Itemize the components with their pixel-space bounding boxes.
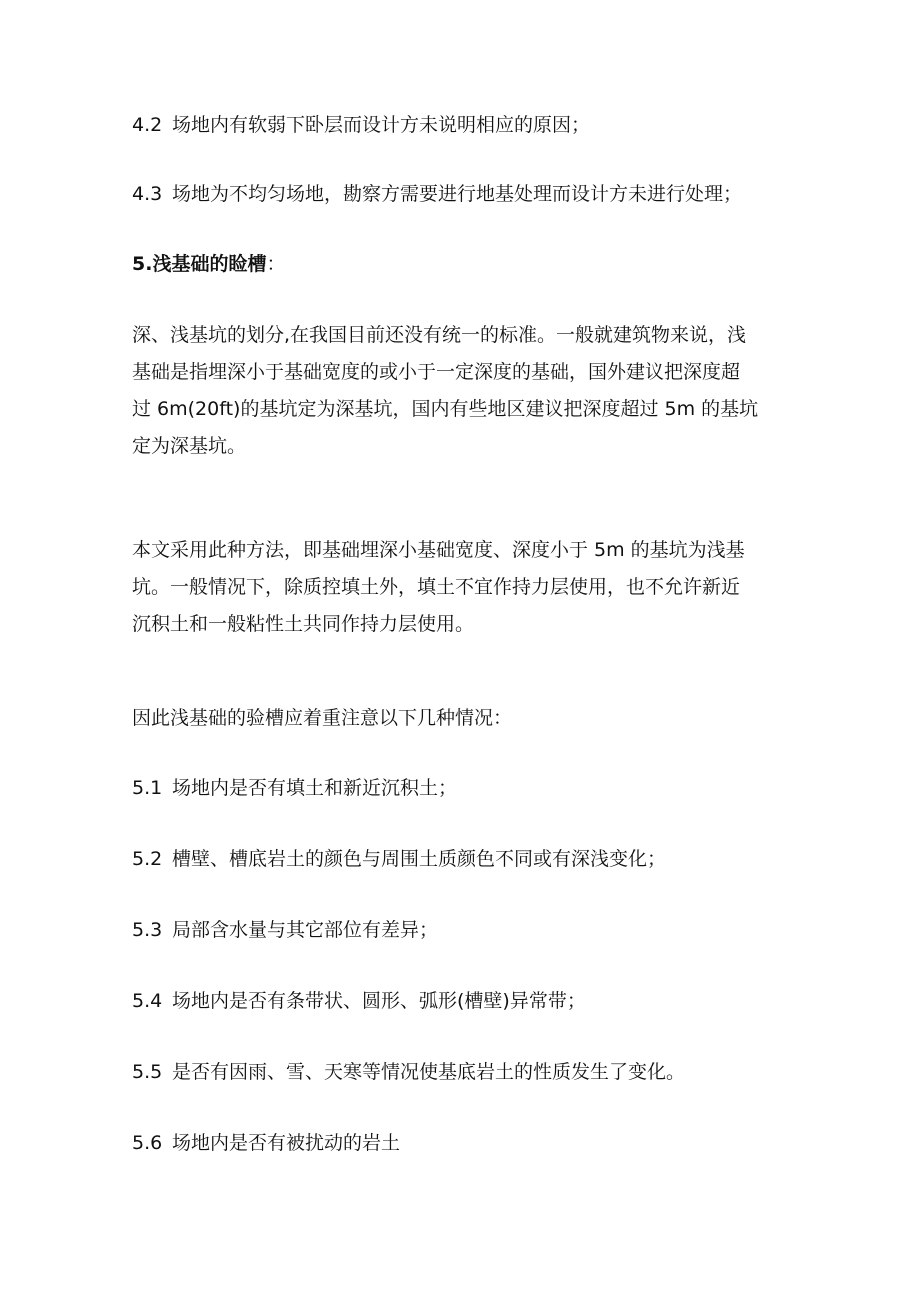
item-number: 5.3 <box>132 919 163 941</box>
item-text: 场地为不均匀场地，勘察方需要进行地基处理而设计方未进行处理； <box>172 183 743 205</box>
list-item-5-2 <box>132 847 666 871</box>
item-text: 是否有因雨、雪、天寒等情况使基底岩土的性质发生了变化。 <box>172 1061 686 1083</box>
item-text: 槽壁、槽底岩土的颜色与周围土质颜色不同或有深浅变化； <box>172 848 667 870</box>
paragraph-line: 过 6m(20ft)的基坑定为深基坑，国内有些地区建议把深度超过 5m 的基坑 <box>132 398 759 420</box>
item-number: 5.4 <box>132 990 163 1012</box>
item-number: 5.6 <box>132 1132 163 1154</box>
paragraph-method <box>132 538 792 636</box>
list-item-5-3 <box>132 918 438 942</box>
paragraph-line: 本文采用此种方法，即基础埋深小基础宽度、深度小于 5m 的基坑为浅基 <box>132 539 745 561</box>
list-item-5-6 <box>132 1131 400 1155</box>
paragraph-line: 深、浅基坑的划分,在我国目前还没有统一的标准。一般就建筑物来说，浅 <box>132 324 747 346</box>
paragraph-line: 基础是指埋深小于基础宽度的或小于一定深度的基础，国外建议把深度超 <box>132 361 741 383</box>
intro-text: 因此浅基础的验槽应着重注意以下几种情况： <box>132 707 513 729</box>
list-item-4-3 <box>132 182 742 206</box>
list-item-4-2 <box>132 113 590 137</box>
list-item-5-1 <box>132 776 457 800</box>
section-heading-title: 5.浅基础的睑槽 <box>132 253 267 275</box>
section-heading-suffix: ： <box>266 253 286 275</box>
paragraph-deep-shallow <box>132 323 792 458</box>
section-heading <box>132 252 285 276</box>
paragraph-line: 坑。一般情况下，除质控填土外，填土不宜作持力层使用，也不允许新近 <box>132 576 741 598</box>
item-number: 5.5 <box>132 1061 163 1083</box>
list-item-5-4 <box>132 989 586 1013</box>
item-number: 4.2 <box>132 114 163 136</box>
item-number: 5.1 <box>132 777 163 799</box>
paragraph-line: 定为深基坑。 <box>132 435 247 457</box>
item-text: 场地内有软弱下卧层而设计方未说明相应的原因； <box>172 114 591 136</box>
item-number: 4.3 <box>132 183 163 205</box>
item-text: 局部含水量与其它部位有差异； <box>172 919 439 941</box>
item-text: 场地内是否有填土和新近沉积土； <box>172 777 458 799</box>
list-item-5-5 <box>132 1060 685 1084</box>
item-text: 场地内是否有被扰动的岩土 <box>172 1132 401 1154</box>
paragraph-line: 沉积土和一般粘性土共同作持力层使用。 <box>132 613 475 635</box>
item-text: 场地内是否有条带状、圆形、弧形(槽壁)异常带； <box>172 990 586 1012</box>
item-number: 5.2 <box>132 848 163 870</box>
